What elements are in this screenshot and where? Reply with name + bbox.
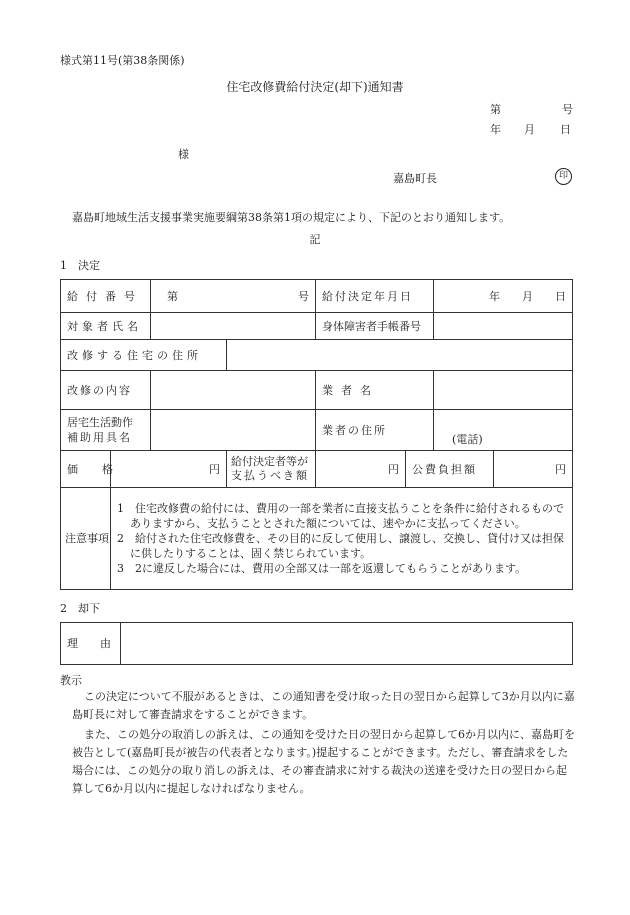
public-burden-yen: 円: [555, 462, 567, 476]
reason-field[interactable]: [121, 623, 573, 665]
benefit-no-suffix: 号: [298, 289, 309, 303]
public-burden-field[interactable]: [494, 451, 573, 488]
document-title: 住宅改修費給付決定(却下)通知書: [226, 80, 404, 94]
section1-heading: 1 決定: [60, 259, 100, 272]
form-number: 様式第11号(第38条関係): [60, 54, 185, 67]
renovation-address-field[interactable]: [227, 340, 573, 371]
decision-date-field[interactable]: [434, 280, 573, 313]
payable-amount-line2: 支払うべき額: [231, 469, 309, 482]
note-item-1: 1 住宅改修費の給付には、費用の一部を業者に直接支払うことを条件に給付されるものでありますから、支払うこととされた額については、速やかに支払ってください。: [117, 502, 564, 530]
note-item-2: 2 給付された住宅改修費を、その目的に反して使用し、譲渡し、交換し、貸付け又は担保に供したりすることは、固く禁じられています。: [117, 532, 564, 560]
disability-card-number-field[interactable]: [434, 313, 573, 340]
decision-year: 年: [489, 289, 501, 303]
label-benefit-number: 給付番号: [61, 280, 151, 313]
recipient-name-field[interactable]: [151, 313, 316, 340]
intro-text: 嘉島町地域生活支援事業実施要綱第38条第1項の規定により、下記のとおり通知します。: [72, 211, 511, 224]
decision-day: 日: [555, 289, 567, 303]
decision-month: 月: [522, 289, 534, 303]
price-yen: 円: [209, 462, 220, 476]
instruction-heading: 教示: [60, 674, 82, 687]
instruction-paragraph-1: この決定について不服があるときは、この通知書を受け取った日の翌日から起算して3か月以内に嘉島町長に対して審査請求をすることができます。: [72, 690, 575, 721]
label-decision-date: 給付決定年月日: [316, 280, 434, 313]
note-item-3: 3 2に違反した場合には、費用の全部又は一部を返還してもらうことがあります。: [117, 562, 527, 575]
date-day: 日: [560, 123, 571, 136]
phone-label: (電話): [452, 433, 483, 446]
date-year: 年: [490, 123, 501, 136]
label-contractor-address: 業者の住所: [316, 410, 434, 451]
contractor-address-field[interactable]: [434, 410, 573, 451]
benefit-no-prefix: 第: [167, 289, 178, 303]
notes-list: [111, 488, 573, 590]
payable-amount-field[interactable]: [316, 451, 406, 488]
benefit-number-field[interactable]: [151, 280, 316, 313]
label-assistive-device: [61, 410, 151, 451]
instruction-paragraph-2: また、この処分の取消しの訴えは、この通知を受けた日の翌日から起算して6か月以内に、嘉島町を被告として(嘉島町長が被告の代表者となります。)提起することができます。ただし、審査請求をした場合には、この処分の取り消しの訴えは、その審査請求に対する裁決の送達を受けた日の翌日から起算して6か月以内に提起しなければなりません。: [72, 728, 575, 795]
label-renovation-content: 改修の内容: [61, 371, 151, 410]
doc-no-suffix: 号: [562, 103, 573, 116]
decision-table: [60, 279, 573, 590]
payable-yen: 円: [388, 462, 399, 476]
label-payable-amount: [227, 451, 316, 488]
section2-heading: 2 却下: [60, 602, 100, 615]
renovation-content-field[interactable]: [151, 371, 316, 410]
label-notes: 注意事項: [61, 488, 111, 590]
sender-name: 嘉島町長: [393, 172, 437, 185]
payable-amount-line1: 給付決定者等が: [231, 455, 308, 468]
date-month: 月: [524, 123, 535, 136]
assistive-device-line2: 補助用具名: [67, 431, 132, 444]
addressee-suffix: 様: [178, 148, 189, 161]
label-recipient-name: 対象者氏名: [61, 313, 151, 340]
label-public-burden: 公費負担額: [406, 451, 494, 488]
ki-mark: 記: [309, 233, 321, 246]
label-reason: 理由: [61, 623, 121, 665]
assistive-device-line1: 居宅生活動作: [67, 416, 133, 429]
rejection-table: [60, 622, 573, 665]
label-contractor-name: 業者名: [316, 371, 434, 410]
seal-mark: 印: [555, 168, 572, 185]
contractor-name-field[interactable]: [434, 371, 573, 410]
label-price: 価格: [61, 451, 111, 488]
label-renovation-address: 改修する住宅の住所: [61, 340, 227, 371]
label-disability-card-number: 身体障害者手帳番号: [316, 313, 434, 340]
doc-no-prefix: 第: [490, 103, 501, 116]
assistive-device-field[interactable]: [151, 410, 316, 451]
